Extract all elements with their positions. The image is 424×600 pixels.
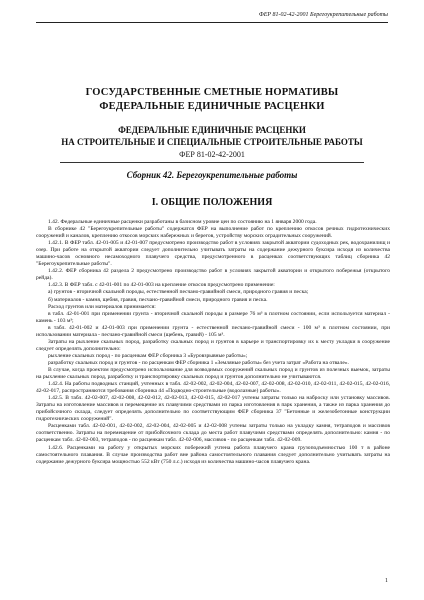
paragraph: 1.42.1. В ФЕР табл. 42-01-005 и 42-01-007 предусмотрено производство работ в условиях закрытой акватории судоходных рек, водохранилищ и озер. При работе на открытой акватории следует дополнительно учитывать затраты на содержание дежурного буксира исходя из количества машино-часов основного несамоходного плавучего средства, предусмотренного в расценках соответствующих таблиц сборника 42 "Берегоукрепительные работы". xyxy=(36,240,390,268)
paragraph: 1.42.4. На работы подводных станций, учтенных в табл. 42-02-002, 42-02-004, 42-02-007, 42-02-008, 42-02-010, 42-02-011, 42-02-015, 42-02-016, 42-02-017, распространяются требования сборника 44 «Подводно-строительные (водолазные) работы». xyxy=(36,381,390,395)
paragraph: Затраты на рыхление скальных пород, разработку скальных пород и грунтов в карьере и транспортировку их к месту укладки в сооружение следует определять дополнительно: xyxy=(36,338,390,352)
paragraph: 1.42.6. Расценками на работу у открытых морских побережий учтена работа плавучего крана грузоподъемностью 100 т в районе самостоятельного плавания. В случае производства работ вне района самостоятельного плавания следует дополнительно учитывать затраты на содержание дежурного буксира мощностью 552 кВт (750 л.с.) исходя из количества машино-часов плавучего крана. xyxy=(36,444,390,465)
paragraph: 1.42.2. ФЕР сборника 42 раздела 2 предусмотрено производство работ в условиях закрытой акватории и открытого побережья (открытого рейда). xyxy=(36,268,390,282)
paragraph: а) грунтов - вторичной скальной породы, естественной песчано-гравийной смеси, природного гравия и песка; xyxy=(48,289,309,296)
paragraph: в табл. 42-01-001 при применении грунта - вторичной скальной породы в размере 76 м³ в плотном состоянии, если используется материал - камень - 103 м³; xyxy=(36,310,390,324)
running-header: ФЕР 81-02-42-2001 Берегоукрепительные работы xyxy=(258,12,388,18)
subtitle-line-1: ФЕДЕРАЛЬНЫЕ ЕДИНИЧНЫЕ РАСЦЕНКИ xyxy=(118,125,306,135)
paragraph: рыхление скальных пород - по расценкам ФЕР сборника 3 «Буровзрывные работы»; xyxy=(48,352,248,359)
main-title-line-1: ГОСУДАРСТВЕННЫЕ СМЕТНЫЕ НОРМАТИВЫ xyxy=(85,87,339,98)
body-text xyxy=(36,219,390,466)
main-title-line-2: ФЕДЕРАЛЬНЫЕ ЕДИНИЧНЫЕ РАСЦЕНКИ xyxy=(99,101,325,112)
paragraph: 1.42. Федеральные единичные расценки разработаны в базисном уровне цен по состоянию на 1 января 2000 года. xyxy=(48,219,317,225)
code-rule xyxy=(60,162,364,163)
subtitle xyxy=(0,124,424,148)
paragraph: В случае, когда проектом предусмотрено использование для возводимых сооружений скальных пород и грунтов из полезных выемок, затраты на рыхление скальных пород, разработку и транспортировку скальных пород и грунтов дополнительно не учитываются. xyxy=(36,366,390,381)
paragraph: Расценками табл. 42-02-001, 42-02-002, 42-02-004, 42-02-005 и 42-02-008 учтены затраты только на укладку камня, тетраподов и массивов соответственно. Затраты на перемещение от прибойсочного склада до места работ плавучими средствами определять дополнительно: камня - по расценкам табл. 42-02-003, тетраподов - по расценкам табл. 42-02-006, массивов - по расценкам табл. 42-02-009. xyxy=(36,423,390,444)
paragraph: б) материалов - камня, щебня, гравия, песчано-гравийной смеси, природного гравия и песка. xyxy=(48,296,268,303)
paragraph: В сборнике 42 "Берегоукрепительные работы" содержатся ФЕР на выполнение работ по креплению откосов речных гидротехнических сооружений и каналов, креплению откосов морских набережных и берегов, устройству морских оградительных сооружений. xyxy=(36,226,390,240)
paragraph: Расход грунтов или материалов принимается: xyxy=(48,303,156,310)
section-title: I. ОБЩИЕ ПОЛОЖЕНИЯ xyxy=(151,197,273,208)
collection-title: Сборник 42. Берегоукрепительные работы xyxy=(126,170,298,180)
paragraph: 1.42.5. В табл. 42-02-007, 42-02-008, 42-02-012, 42-02-013, 42-02-015, 42-02-017 учтены затраты только на наброску или установку массивов. Затраты на изготовление массивов и перемещение их плавучими средствами из парка изготовления в парк хранения, а также из парка хранения до прибойсочного склада, следует определять дополнительно по соответствующим ФЕР сборника 37 "Бетонные и железобетонные конструкции гидротехнических сооружений". xyxy=(36,395,390,423)
main-title xyxy=(0,86,424,114)
document-code: ФЕР 81-02-42-2001 xyxy=(179,150,245,159)
paragraph: 1.42.3. В ФЕР табл. с 42-01-001 по 42-01-003 на крепление откосов предусмотрено применение: xyxy=(48,282,275,289)
page-number: 1 xyxy=(385,578,388,584)
subtitle-line-2: НА СТРОИТЕЛЬНЫЕ И СПЕЦИАЛЬНЫЕ СТРОИТЕЛЬНЫЕ РАБОТЫ xyxy=(61,137,363,147)
paragraph: в табл. 42-01-002 и 42-01-003 при применении грунта - естественной песчано-гравийной смеси - 100 м³ в плотном состоянии, при использовании материала - песчано-гравийной смеси (щебень, гравий) - 105 м³. xyxy=(36,324,390,338)
paragraph: разработку скальных пород и грунтов - по расценкам ФЕР сборника 1 «Земляные работы» без учета затрат «Работа на отвале». xyxy=(48,359,349,366)
header-rule xyxy=(36,22,388,23)
